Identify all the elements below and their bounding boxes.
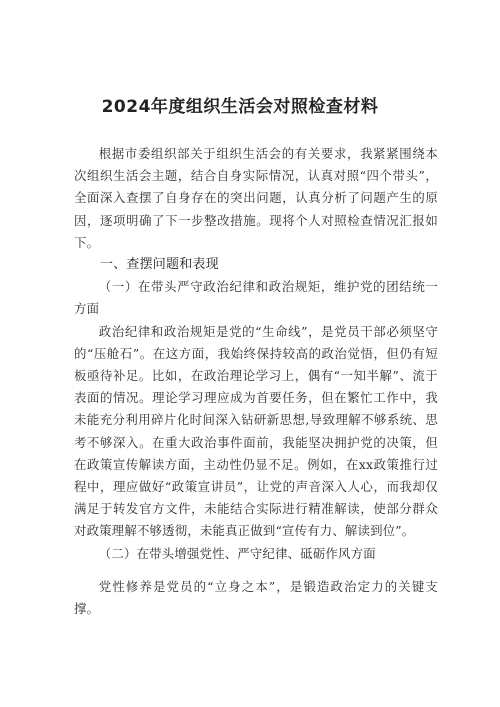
document-title: 2024年度组织生活会对照检查材料 <box>101 97 379 117</box>
intro-paragraph: 根据市委组织部关于组织生活会的有关要求，我紧紧围绕本次组织生活会主题，结合自身实际情况，认真对照“四个带头”，全面深入查摆了自身存在的突出问题，认真分析了问题产生的原因，逐项明确了下一步整改措施。现将个人对照检查情况汇报如下。 <box>74 146 438 250</box>
document-body <box>74 143 438 620</box>
subsection-1-paragraph: 政治纪律和政治规矩是党的“生命线”，是党员干部必须坚守的“压舱石”。在这方面，我始终保持较高的政治觉悟，但仍有短板亟待补足。比如，在政治理论学习上，偶有“一知半解”、流于表面的情况。理论学习理应成为首要任务，但在繁忙工作中，我未能充分利用碎片化时间深入钻研新思想,导致理解不够系统、思考不够深入。在重大政治事件面前，我能坚决拥护党的决策，但在政策宣传解读方面，主动性仍显不足。例如，在xx政策推行过程中，理应做好“政策宣讲员”，让党的声音深入人心，而我却仅满足于转发官方文件，未能结合实际进行精准解读，使部分群众对政策理解不够透彻，未能真正做到“宣传有力、解读到位”。 <box>74 323 438 539</box>
subsection-heading-1: （一）在带头严守政治纪律和政治规矩，维护党的团结统一方面 <box>74 279 438 317</box>
subsection-heading-2: （二）在带头增强党性、严守纪律、砥砺作风方面 <box>98 545 376 561</box>
section-heading-1: 一、查摆问题和表现 <box>100 257 219 273</box>
subsection-2-paragraph: 党性修养是党员的“立身之本”，是锻造政治定力的关键支撑。 <box>74 578 438 617</box>
